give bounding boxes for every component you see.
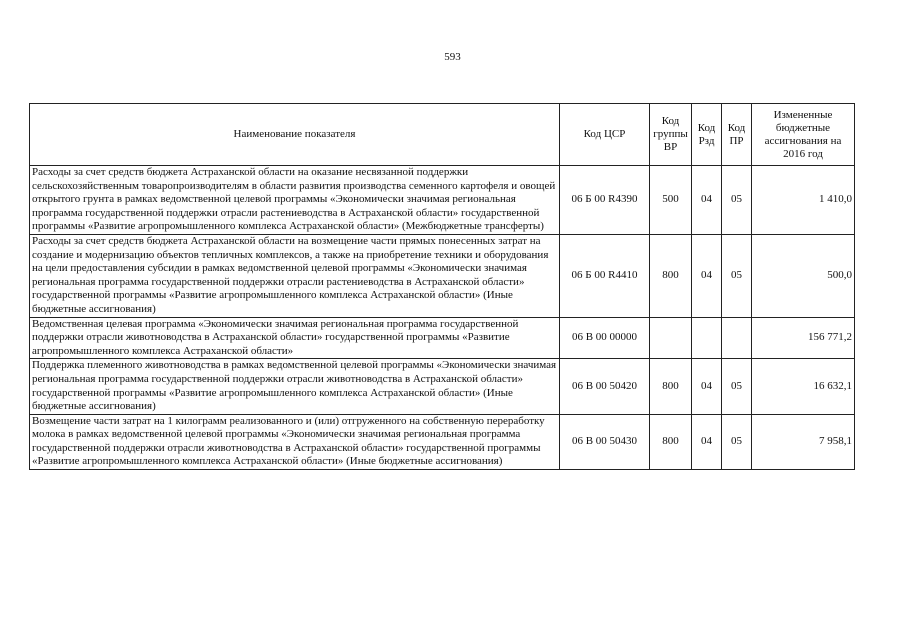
row-csr: 06 В 00 50430 bbox=[560, 414, 650, 469]
table-row bbox=[30, 166, 855, 235]
row-vr: 800 bbox=[650, 234, 692, 317]
row-pr bbox=[722, 317, 752, 359]
header-csr: Код ЦСР bbox=[560, 104, 650, 166]
row-rzd: 04 bbox=[692, 414, 722, 469]
row-rzd: 04 bbox=[692, 359, 722, 414]
row-rzd: 04 bbox=[692, 166, 722, 235]
row-vr: 800 bbox=[650, 414, 692, 469]
row-amount: 156 771,2 bbox=[752, 317, 855, 359]
header-amount: Измененные бюджетные ассигнования на 2016 год bbox=[752, 104, 855, 166]
row-pr: 05 bbox=[722, 166, 752, 235]
row-rzd: 04 bbox=[692, 234, 722, 317]
row-name: Ведомственная целевая программа «Экономически значимая региональная программа государственной поддержки отрасли животноводства в Астраханской области» государственной программы «Развитие агропромышленного комплекса Астраханской области» bbox=[30, 317, 560, 359]
row-vr bbox=[650, 317, 692, 359]
budget-table bbox=[29, 103, 855, 470]
row-vr: 500 bbox=[650, 166, 692, 235]
row-name: Поддержка племенного животноводства в рамках ведомственной целевой программы «Экономически значимая региональная программа государственной поддержки отрасли животноводства в Астраханской области» государственной программы «Развитие агропромышленного комплекса Астраханской области» (Иные бюджетные ассигнования) bbox=[30, 359, 560, 414]
row-csr: 06 В 00 50420 bbox=[560, 359, 650, 414]
row-amount: 1 410,0 bbox=[752, 166, 855, 235]
row-amount: 500,0 bbox=[752, 234, 855, 317]
header-vr: Код группы ВР bbox=[650, 104, 692, 166]
row-csr: 06 Б 00 R4410 bbox=[560, 234, 650, 317]
row-name: Возмещение части затрат на 1 килограмм реализованного и (или) отгруженного на собственную переработку молока в рамках ведомственной целевой программы «Экономически значимая региональная программа государственной поддержки отрасли животноводства в Астраханской области» государственной программы «Развитие агропромышленного комплекса Астраханской области» (Иные бюджетные ассигнования) bbox=[30, 414, 560, 469]
page-number: 593 bbox=[444, 51, 461, 63]
row-name: Расходы за счет средств бюджета Астраханской области на оказание несвязанной поддержки сельскохозяйственным товаропроизводителям в области развития производства семенного картофеля и овощей открытого грунта в рамках ведомственной целевой программы «Экономически значимая региональная программа государственной поддержки отрасли растениеводства в Астраханской области» государственной программы «Развитие агропромышленного комплекса Астраханской области» (Межбюджетные трансферты) bbox=[30, 166, 560, 235]
header-name: Наименование показателя bbox=[30, 104, 560, 166]
row-pr: 05 bbox=[722, 359, 752, 414]
row-amount: 16 632,1 bbox=[752, 359, 855, 414]
table-row bbox=[30, 317, 855, 359]
row-pr: 05 bbox=[722, 234, 752, 317]
row-amount: 7 958,1 bbox=[752, 414, 855, 469]
row-csr: 06 Б 00 R4390 bbox=[560, 166, 650, 235]
table-row bbox=[30, 414, 855, 469]
table-row bbox=[30, 359, 855, 414]
header-pr: Код ПР bbox=[722, 104, 752, 166]
table-row bbox=[30, 234, 855, 317]
row-pr: 05 bbox=[722, 414, 752, 469]
row-csr: 06 В 00 00000 bbox=[560, 317, 650, 359]
row-vr: 800 bbox=[650, 359, 692, 414]
row-rzd bbox=[692, 317, 722, 359]
header-rzd: Код Рзд bbox=[692, 104, 722, 166]
table-header-row bbox=[30, 104, 855, 166]
row-name: Расходы за счет средств бюджета Астраханской области на возмещение части прямых понесенных затрат на создание и модернизацию объектов тепличных комплексов, а также на приобретение техники и оборудования на цели предоставления субсидии в рамках ведомственной целевой программы «Экономически значимая региональная программа государственной поддержки отрасли растениеводства в Астраханской области» государственной программы «Развитие агропромышленного комплекса Астраханской области» (Иные бюджетные ассигнования) bbox=[30, 234, 560, 317]
